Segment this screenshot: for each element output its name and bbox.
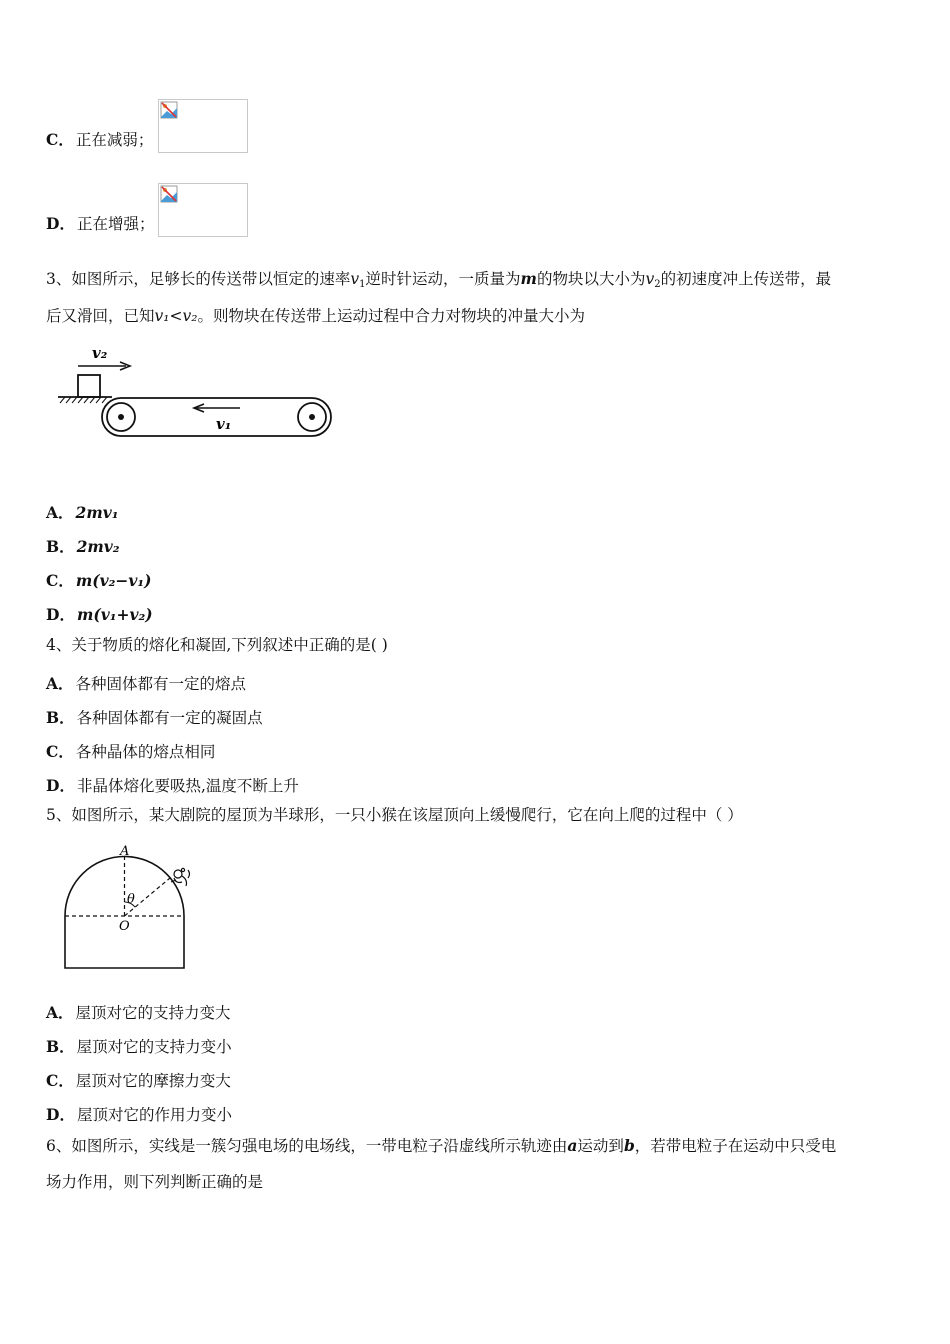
q6-stem-part1: 6、如图所示，实线是一簇匀强电场的电场线，一带电粒子沿虚线所示轨迹由 xyxy=(46,1137,568,1155)
q4-option-c-text: 各种晶体的熔点相同 xyxy=(75,743,216,761)
q3-line2-part2: 。则物块在传送带上运动过程中合力对物块的冲量大小为 xyxy=(197,307,585,325)
q3-option-b-text: 2mv₂ xyxy=(76,537,120,556)
q5-dome-figure xyxy=(58,840,208,972)
q4-option-b-text: 各种固体都有一定的凝固点 xyxy=(76,709,263,727)
q3-v2-symbol: v xyxy=(645,270,655,288)
q2-option-d xyxy=(46,212,154,234)
q3-figure-v1-label: v₁ xyxy=(216,415,232,433)
q5-option-c-label: C． xyxy=(46,1071,74,1090)
q6-a-symbol: a xyxy=(567,1136,578,1155)
q3-option-d-label: D． xyxy=(46,605,75,624)
q3-option-b-label: B． xyxy=(46,537,75,556)
q4-option-c xyxy=(46,740,215,762)
q3-option-b xyxy=(46,535,122,557)
q3-stem-part3: 的物块以大小为 xyxy=(536,270,646,288)
q3-stem-part4: 的初速度冲上传送带，最 xyxy=(660,270,832,288)
q3-option-c-text: m(v₂−v₁) xyxy=(75,571,152,590)
q3-stem-part1: 如图所示，足够长的传送带以恒定的速率 xyxy=(71,270,351,288)
q3-stem-line1 xyxy=(46,271,831,290)
q3-v1-symbol: v xyxy=(350,270,360,288)
q3-v2-subscript: 2 xyxy=(654,279,661,290)
q6-stem-part3: ，若带电粒子在运动中只受电 xyxy=(634,1137,837,1155)
q3-option-a-label: A． xyxy=(46,503,74,522)
q5-option-a xyxy=(46,1001,231,1023)
q3-inequality: v₁<v₂ xyxy=(154,307,198,325)
q5-label-top: A xyxy=(120,844,130,859)
q3-conveyor-figure xyxy=(54,340,344,444)
q5-option-b-text: 屋顶对它的支持力变小 xyxy=(76,1038,232,1056)
q4-option-d xyxy=(46,774,299,796)
q2-option-d-image xyxy=(158,183,248,237)
q4-option-d-label: D． xyxy=(46,776,75,795)
q2-option-d-label: D． xyxy=(46,214,75,233)
q5-stem: 5、如图所示，某大剧院的屋顶为半球形，一只小猴在该屋顶向上缓慢爬行，它在向上爬的过程中（ ） xyxy=(46,806,743,824)
q5-option-b xyxy=(46,1035,232,1057)
broken-image-icon xyxy=(160,185,178,203)
q3-left-wheel-axle xyxy=(118,414,124,420)
q5-option-a-text: 屋顶对它的支持力变大 xyxy=(75,1004,231,1022)
q2-option-c-label: C． xyxy=(46,130,74,149)
q5-option-d-label: D． xyxy=(46,1105,75,1124)
q6-b-symbol: b xyxy=(623,1136,635,1155)
q3-option-a-text: 2mv₁ xyxy=(75,503,119,522)
q6-stem-line2: 场力作用，则下列判断正确的是 xyxy=(46,1173,264,1191)
q3-line2-part1: 后又滑回，已知 xyxy=(46,307,155,325)
q3-option-c xyxy=(46,569,154,591)
q4-option-a-text: 各种固体都有一定的熔点 xyxy=(75,675,247,693)
q4-option-a xyxy=(46,672,246,694)
q4-stem: 4、关于物质的熔化和凝固,下列叙述中正确的是( ) xyxy=(46,636,388,654)
q4-option-d-text: 非晶体熔化要吸热,温度不断上升 xyxy=(76,777,299,795)
q3-option-d-text: m(v₁+v₂) xyxy=(76,605,153,624)
q2-option-d-text: 正在增强； xyxy=(76,215,155,233)
q5-option-d-text: 屋顶对它的作用力变小 xyxy=(76,1106,232,1124)
broken-image-icon xyxy=(160,101,178,119)
q4-option-a-label: A． xyxy=(46,674,74,693)
q2-option-c xyxy=(46,128,153,150)
q3-stem-part2: 逆时针运动，一质量为 xyxy=(365,270,521,288)
q3-block xyxy=(78,375,100,397)
q5-label-center: O xyxy=(119,919,130,934)
q5-option-a-label: A． xyxy=(46,1003,74,1022)
q5-option-d xyxy=(46,1103,232,1125)
q2-option-c-text: 正在减弱； xyxy=(75,131,154,149)
q6-stem-line1 xyxy=(46,1138,836,1155)
q3-v1-subscript: 1 xyxy=(359,279,366,290)
q5-label-angle: θ xyxy=(127,892,135,907)
q3-number: 3、 xyxy=(46,270,72,288)
q3-stem-line2 xyxy=(46,309,585,325)
q5-option-c xyxy=(46,1069,231,1091)
q2-option-c-image xyxy=(158,99,248,153)
q3-figure-v2-label: v₂ xyxy=(92,344,108,362)
q3-option-c-label: C． xyxy=(46,571,74,590)
q4-option-b-label: B． xyxy=(46,708,75,727)
q3-option-a xyxy=(46,501,121,523)
q6-stem-part2: 运动到 xyxy=(577,1137,624,1155)
q4-option-b xyxy=(46,706,263,728)
q3-right-wheel-axle xyxy=(309,414,315,420)
q5-option-c-text: 屋顶对它的摩擦力变大 xyxy=(75,1072,231,1090)
q3-m-symbol: m xyxy=(520,269,537,288)
q5-option-b-label: B． xyxy=(46,1037,75,1056)
q4-option-c-label: C． xyxy=(46,742,74,761)
q3-option-d xyxy=(46,603,155,625)
